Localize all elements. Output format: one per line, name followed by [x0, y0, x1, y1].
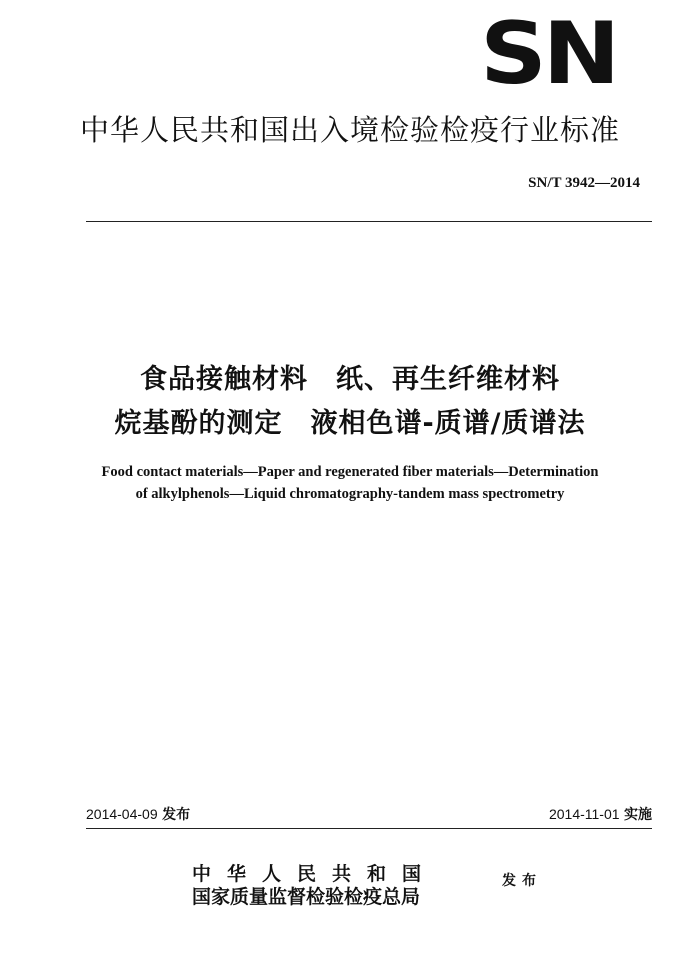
chinese-title-part: 食品接触材料 [140, 364, 308, 395]
implementation-date [549, 804, 652, 824]
chinese-title-part: 烷基酚的测定 [114, 408, 283, 439]
english-title-line-1: Food contact materials—Paper and regenerated fiber materials—Determination [101, 464, 599, 480]
issuer-line-1: 中华人民共和国 [192, 863, 438, 885]
standard-number: SN/T 3942—2014 [528, 175, 640, 191]
issue-date-value: 2014-04-09 [86, 806, 158, 822]
implementation-date-value: 2014-11-01 [548, 806, 620, 822]
issuer-line-2: 国家质量监督检验检疫总局 [192, 886, 421, 908]
bottom-divider [86, 828, 652, 829]
english-title-line-2: of alkylphenols—Liquid chromatography-tandem mass spectrometry [135, 486, 565, 502]
chinese-title-part: 纸、再生纤维材料 [336, 364, 560, 395]
chinese-title-line-2 [0, 401, 700, 440]
top-divider [86, 221, 652, 222]
issue-date-suffix: 发布 [162, 807, 191, 823]
issue-date [86, 804, 190, 824]
sn-logo: SN [480, 4, 616, 104]
industry-standard-title: 中华人民共和国出入境检验检疫行业标准 [79, 113, 620, 147]
implementation-date-suffix: 实施 [624, 807, 652, 823]
chinese-title-part: 液相色谱-质谱/质谱法 [310, 408, 586, 439]
chinese-title-line-1 [0, 357, 700, 396]
publish-label: 发布 [502, 873, 542, 889]
